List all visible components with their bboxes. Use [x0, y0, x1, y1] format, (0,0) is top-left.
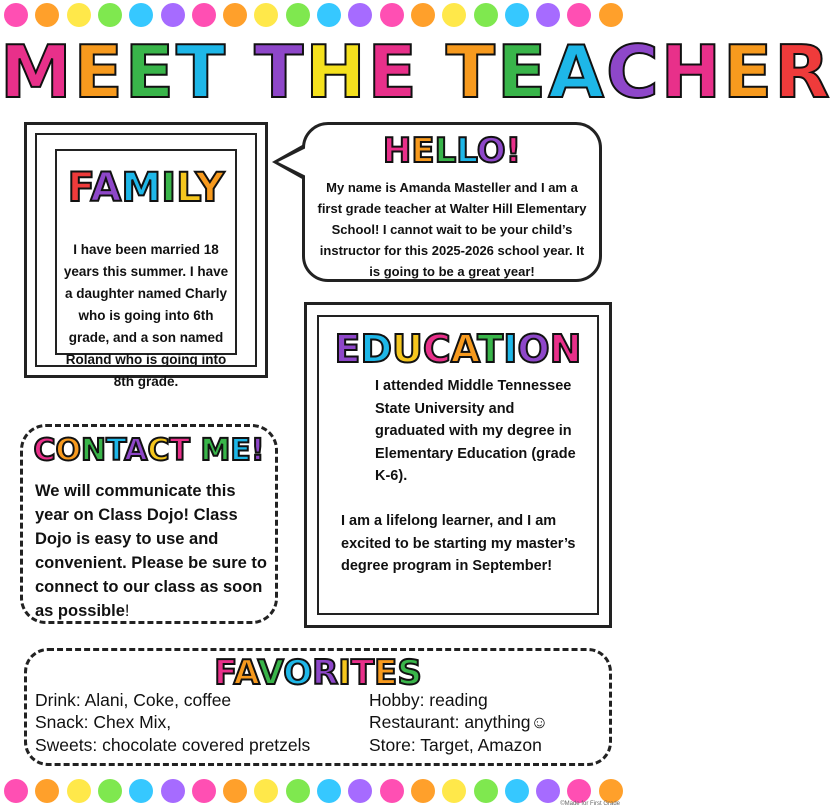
decorative-dot	[505, 779, 529, 803]
heading-letter: M	[0, 30, 74, 114]
heading-letter: E	[367, 30, 419, 114]
heading-letter: !	[505, 131, 522, 171]
family-text: I have been married 18 years this summer. I have a daughter named Charly who is going into 6th grade, and a son named Roland who is going into 8th grade.	[63, 242, 229, 389]
decorative-dot	[348, 779, 372, 803]
heading-letter: A	[548, 30, 606, 114]
heading-letter: M	[200, 433, 231, 468]
heading-letter: T	[169, 433, 190, 468]
heading-letter: V	[257, 653, 284, 693]
decorative-dot	[567, 3, 591, 27]
heading-letter: F	[214, 653, 234, 693]
decorative-dot	[129, 3, 153, 27]
decorative-dot	[442, 3, 466, 27]
education-frame	[304, 302, 612, 628]
family-heading	[57, 165, 235, 211]
decorative-dot	[223, 3, 247, 27]
heading-letter: S	[397, 653, 422, 693]
heading-letter: I	[503, 327, 518, 371]
page-title	[0, 30, 832, 114]
heading-letter: T	[176, 30, 228, 114]
decorative-dot	[4, 3, 28, 27]
heading-letter: L	[434, 131, 457, 171]
heading-letter: A	[233, 653, 258, 693]
education-paragraph-2: I am a lifelong learner, and I am excited to be starting my master’s degree program in September!	[341, 512, 576, 575]
hello-text: My name is Amanda Masteller and I am a first grade teacher at Walter Hill Elementary School! I cannot wait to be your child’s instructor for this 2025-2026 school year. It is going to be a great year!	[317, 180, 587, 279]
decorative-dot	[380, 3, 404, 27]
heading-letter: A	[450, 327, 478, 371]
decorative-dot	[35, 3, 59, 27]
decorative-dot	[286, 3, 310, 27]
favorite-sweets: Sweets: chocolate covered pretzels	[35, 734, 311, 755]
heading-letter: M	[121, 165, 162, 211]
heading-letter	[419, 30, 446, 114]
decorative-dot	[192, 3, 216, 27]
heading-letter: F	[67, 165, 91, 211]
heading-letter: T	[106, 433, 125, 468]
decorative-dot	[223, 779, 247, 803]
favorites-box	[24, 648, 612, 766]
heading-letter: U	[392, 327, 423, 371]
heading-letter: L	[456, 131, 477, 171]
favorite-hobby: Hobby: reading	[369, 690, 488, 710]
decorative-dot	[567, 779, 591, 803]
decorative-dot	[474, 3, 498, 27]
favorite-drink: Drink: Alani, Coke, coffee	[35, 690, 232, 710]
decorative-dot	[442, 779, 466, 803]
family-panel	[55, 149, 237, 389]
heading-letter: H	[305, 30, 368, 114]
speech-tail-inner	[278, 148, 306, 176]
education-text	[341, 375, 577, 578]
heading-letter: O	[283, 653, 313, 693]
heading-letter: Y	[195, 165, 225, 211]
heading-letter: H	[382, 131, 412, 171]
heading-letter: N	[549, 327, 582, 371]
education-paragraph-1: I attended Middle Tennessee State University and graduated with my degree in Elementary Education (grade K-6).	[375, 378, 576, 485]
heading-letter: O	[517, 327, 550, 371]
decorative-dot	[192, 779, 216, 803]
heading-letter: E	[73, 30, 125, 114]
decorative-dot	[505, 3, 529, 27]
decorative-dot	[129, 779, 153, 803]
education-panel	[317, 315, 599, 615]
decorative-dot	[411, 779, 435, 803]
heading-letter: C	[605, 30, 661, 114]
heading-letter: E	[723, 30, 775, 114]
heading-letter: E	[124, 30, 177, 114]
heading-letter: T	[350, 653, 375, 693]
heading-letter: O	[476, 131, 506, 171]
favorite-store: Store: Target, Amazon	[369, 734, 542, 755]
decorative-dot	[67, 779, 91, 803]
decorative-dot	[411, 3, 435, 27]
decorative-dot	[348, 3, 372, 27]
favorite-restaurant: Restaurant: anything☺	[369, 712, 549, 733]
heading-letter: E	[334, 327, 361, 371]
heading-letter: A	[90, 165, 122, 211]
heading-letter: O	[55, 433, 82, 468]
contact-text-body: We will communicate this year on Class Dojo! Class Dojo is easy to use and convenient. Please be sure to connect to our class as soon as possible	[35, 482, 267, 620]
contact-text-end: !	[124, 602, 130, 620]
decorative-dot	[98, 3, 122, 27]
top-dot-border	[0, 0, 628, 30]
decorative-dot	[536, 779, 560, 803]
favorites-left-column	[35, 689, 310, 756]
decorative-dot	[536, 3, 560, 27]
decorative-dot	[380, 779, 404, 803]
decorative-dot	[254, 3, 278, 27]
favorite-snack: Snack: Chex Mix,	[35, 712, 172, 733]
heading-letter: I	[338, 653, 351, 693]
heading-letter: E	[497, 30, 549, 114]
credit-text: ©Made for First Grade	[560, 801, 620, 807]
heading-letter: C	[422, 327, 451, 371]
heading-letter: E	[230, 433, 251, 468]
heading-letter: T	[254, 30, 306, 114]
decorative-dot	[35, 779, 59, 803]
decorative-dot	[254, 779, 278, 803]
heading-letter: !	[250, 433, 265, 468]
decorative-dot	[98, 779, 122, 803]
heading-letter: T	[445, 30, 498, 114]
heading-letter: L	[176, 165, 196, 211]
contact-box	[20, 424, 278, 624]
decorative-dot	[67, 3, 91, 27]
heading-letter	[190, 433, 200, 468]
heading-letter: R	[774, 30, 832, 114]
decorative-dot	[161, 779, 185, 803]
heading-letter: N	[81, 433, 107, 468]
hello-heading	[305, 131, 599, 171]
contact-heading	[23, 433, 275, 468]
heading-letter: H	[660, 30, 724, 114]
decorative-dot	[599, 779, 623, 803]
decorative-dot	[599, 3, 623, 27]
favorites-right-column	[369, 689, 548, 756]
favorites-heading	[27, 653, 609, 693]
heading-letter: I	[161, 165, 177, 211]
decorative-dot	[317, 3, 341, 27]
education-heading	[319, 327, 597, 371]
decorative-dot	[161, 3, 185, 27]
heading-letter: C	[147, 433, 170, 468]
heading-letter: A	[124, 433, 148, 468]
heading-letter: T	[477, 327, 504, 371]
heading-letter: E	[411, 131, 435, 171]
heading-letter: C	[33, 433, 56, 468]
hello-speech-bubble	[302, 122, 602, 282]
decorative-dot	[474, 779, 498, 803]
family-frame	[24, 122, 268, 389]
contact-text	[35, 479, 267, 623]
heading-letter	[227, 30, 254, 114]
heading-letter: R	[312, 653, 339, 693]
heading-letter: E	[374, 653, 398, 693]
bottom-dot-border	[0, 776, 628, 806]
decorative-dot	[4, 779, 28, 803]
decorative-dot	[317, 779, 341, 803]
heading-letter: D	[360, 327, 393, 371]
decorative-dot	[286, 779, 310, 803]
